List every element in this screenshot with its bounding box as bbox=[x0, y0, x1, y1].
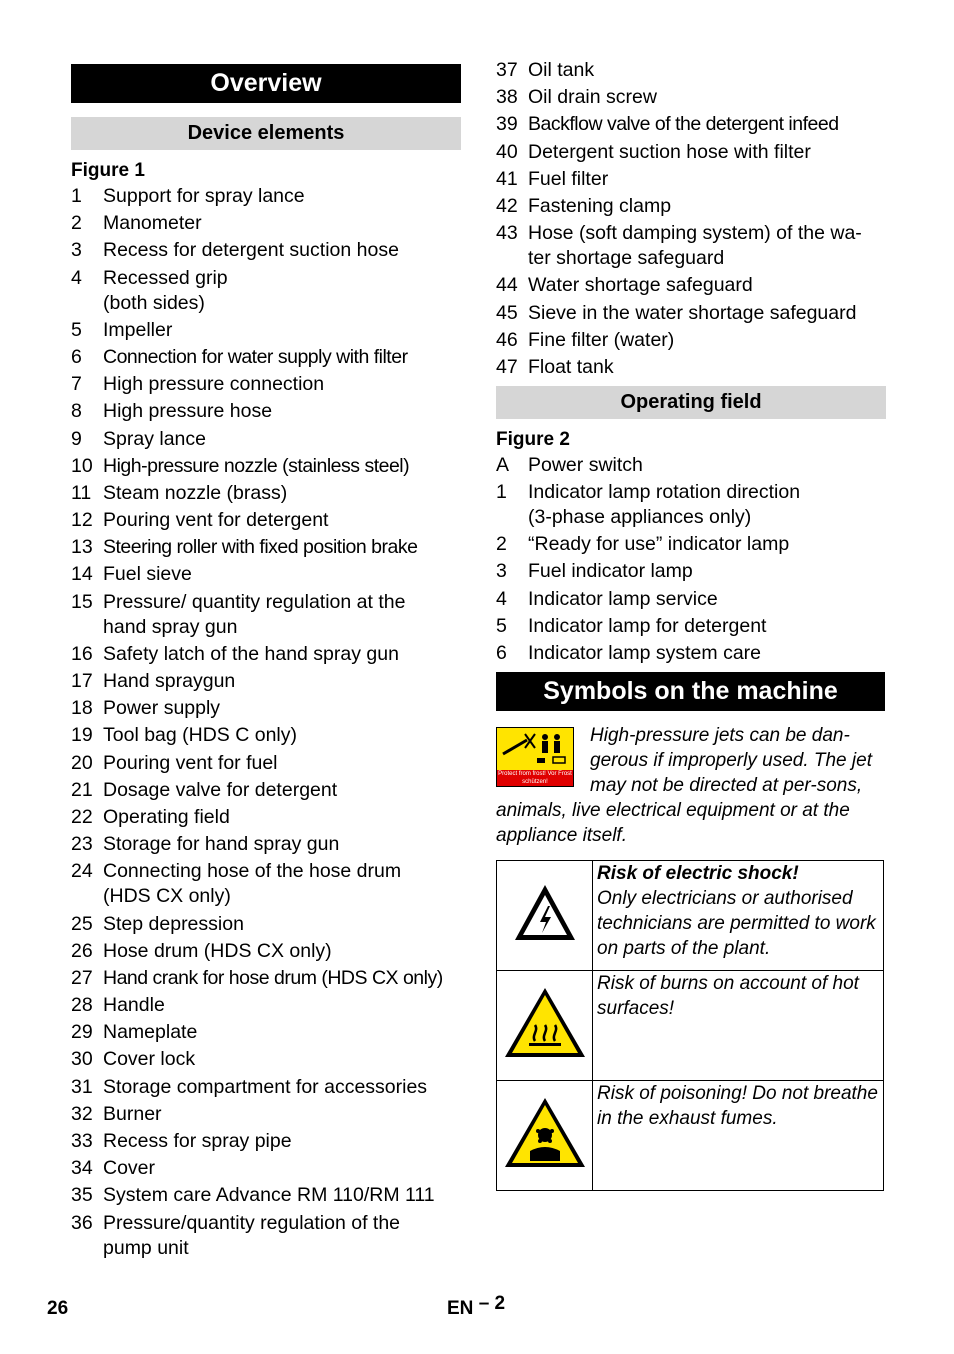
list-item bbox=[71, 1183, 461, 1208]
item-text: Pouring vent for detergent bbox=[103, 509, 329, 532]
list-item bbox=[496, 641, 886, 666]
item-number: 6 bbox=[496, 642, 507, 664]
item-text: Burner bbox=[103, 1102, 162, 1125]
language-page-label bbox=[447, 1293, 506, 1320]
item-number: 27 bbox=[71, 966, 93, 989]
item-text: Fine filter (water) bbox=[528, 328, 675, 351]
item-text: Nameplate bbox=[103, 1021, 198, 1044]
list-item bbox=[71, 590, 461, 640]
list-item bbox=[71, 345, 461, 370]
item-number: 26 bbox=[71, 939, 93, 962]
item-number: 47 bbox=[496, 355, 518, 378]
item-number: 12 bbox=[71, 509, 93, 532]
item-number: 24 bbox=[71, 860, 93, 883]
item-number: 29 bbox=[71, 1021, 93, 1044]
item-text: Storage compartment for accessories bbox=[103, 1075, 428, 1098]
item-text: Storage for hand spray gun bbox=[103, 833, 340, 856]
list-item bbox=[496, 301, 886, 326]
item-number: 21 bbox=[71, 778, 93, 801]
list-item bbox=[496, 355, 886, 380]
list-item bbox=[496, 614, 886, 639]
item-number: 37 bbox=[496, 59, 518, 81]
item-number: 14 bbox=[71, 563, 93, 586]
jet-warning-text: High-pressure jets can be dan-gerous if improperly used. The jet may not be directed at per-sons, animals, live electrical equipment or at the appliance itself. bbox=[496, 725, 872, 846]
item-text: Cover lock bbox=[103, 1048, 196, 1071]
list-item bbox=[71, 1102, 461, 1127]
list-item bbox=[71, 778, 461, 803]
list-item bbox=[71, 238, 461, 263]
list-item bbox=[71, 508, 461, 533]
item-number: 4 bbox=[496, 587, 507, 610]
item-text: Operating field bbox=[103, 805, 230, 828]
jet-warning bbox=[496, 723, 886, 848]
warning-text: Risk of burns on account of hot surfaces! bbox=[597, 973, 859, 1019]
item-text: Steam nozzle (brass) bbox=[103, 481, 288, 504]
figure-1-label: Figure 1 bbox=[71, 160, 145, 181]
item-text: Fuel sieve bbox=[103, 563, 192, 586]
list-item bbox=[71, 372, 461, 397]
item-text: Sieve in the water shortage safeguard bbox=[528, 301, 857, 324]
item-number: 11 bbox=[71, 481, 92, 504]
list-item bbox=[71, 912, 461, 937]
item-number: 3 bbox=[496, 560, 507, 583]
item-number: 45 bbox=[496, 301, 518, 324]
list-item bbox=[496, 273, 886, 298]
item-text: Tool bag (HDS C only) bbox=[103, 724, 297, 747]
list-item bbox=[496, 221, 886, 271]
item-text: High pressure hose bbox=[103, 400, 273, 423]
warning-text-cell bbox=[593, 971, 884, 1081]
list-item bbox=[71, 669, 461, 694]
item-number: 10 bbox=[71, 454, 93, 477]
list-item bbox=[71, 454, 461, 479]
item-text: Pressure/quantity regulation of the pump unit bbox=[103, 1211, 401, 1259]
item-text: Steering roller with fixed position brake bbox=[103, 536, 418, 559]
toxic-fumes-icon bbox=[502, 1095, 588, 1171]
item-number: A bbox=[496, 453, 510, 476]
item-number: 16 bbox=[71, 642, 93, 665]
list-item bbox=[71, 966, 461, 991]
item-number: 39 bbox=[496, 113, 518, 136]
item-text: High pressure connection bbox=[103, 373, 325, 396]
item-number: 42 bbox=[496, 194, 518, 217]
overview-heading: Overview bbox=[71, 64, 461, 103]
list-item bbox=[71, 939, 461, 964]
item-number: 6 bbox=[71, 345, 82, 368]
hot-surface-icon bbox=[502, 985, 588, 1061]
item-number: 32 bbox=[71, 1102, 93, 1125]
item-text: Water shortage safeguard bbox=[528, 274, 753, 297]
list-item bbox=[71, 562, 461, 587]
item-number: 41 bbox=[496, 167, 518, 190]
item-number: 20 bbox=[71, 751, 93, 774]
item-number: 18 bbox=[71, 697, 93, 720]
language-code: EN bbox=[447, 1298, 474, 1319]
item-text: Power supply bbox=[103, 697, 221, 720]
list-item bbox=[71, 832, 461, 857]
list-item bbox=[496, 140, 886, 165]
operating-field-heading: Operating field bbox=[496, 386, 886, 419]
list-item bbox=[71, 399, 461, 424]
item-number: 15 bbox=[71, 590, 93, 613]
item-number: 2 bbox=[71, 212, 82, 235]
item-number: 5 bbox=[71, 318, 82, 341]
item-text: Step depression bbox=[103, 912, 244, 935]
item-number: 23 bbox=[71, 833, 93, 856]
item-text: Float tank bbox=[528, 355, 614, 378]
operating-field-list bbox=[496, 453, 886, 666]
warning-symbols-table bbox=[496, 860, 884, 1191]
item-number: 40 bbox=[496, 140, 518, 163]
item-number: 1 bbox=[71, 185, 82, 207]
list-item bbox=[71, 1020, 461, 1045]
list-item bbox=[496, 328, 886, 353]
item-text: Connecting hose of the hose drum (HDS CX only) bbox=[103, 860, 402, 908]
list-item bbox=[496, 480, 886, 530]
item-text: Fuel indicator lamp bbox=[528, 560, 693, 583]
item-text: Backflow valve of the detergent infeed bbox=[528, 113, 839, 136]
warning-icon-cell bbox=[497, 971, 593, 1081]
item-number: 9 bbox=[71, 427, 82, 450]
item-text: Pouring vent for fuel bbox=[103, 751, 278, 774]
warning-text-cell bbox=[593, 1081, 884, 1191]
jet-pictogram bbox=[497, 728, 573, 770]
item-text: Manometer bbox=[103, 212, 202, 235]
item-text: Spray lance bbox=[103, 427, 206, 450]
item-text: System care Advance RM 110/RM 111 bbox=[103, 1184, 435, 1207]
warning-text: Risk of poisoning! Do not breathe in the exhaust fumes. bbox=[597, 1083, 878, 1129]
list-item bbox=[71, 1211, 461, 1261]
item-number: 5 bbox=[496, 614, 507, 637]
list-item bbox=[71, 723, 461, 748]
device-elements-list bbox=[71, 184, 461, 1261]
warning-row bbox=[497, 971, 884, 1081]
page-number: 26 bbox=[47, 1298, 69, 1319]
symbols-heading: Symbols on the machine bbox=[496, 672, 885, 711]
warning-text: Only electricians or authorised technicians are permitted to work on parts of the plant. bbox=[597, 888, 876, 959]
list-item bbox=[71, 751, 461, 776]
item-text: Fastening clamp bbox=[528, 194, 672, 217]
item-text: Handle bbox=[103, 994, 165, 1017]
item-text: Oil tank bbox=[528, 59, 595, 81]
item-number: 36 bbox=[71, 1211, 93, 1234]
item-text: Connection for water supply with filter bbox=[103, 345, 408, 368]
list-item bbox=[71, 1075, 461, 1100]
item-text: Support for spray lance bbox=[103, 185, 305, 207]
list-item bbox=[496, 112, 886, 137]
item-number: 4 bbox=[71, 266, 82, 289]
item-number: 34 bbox=[71, 1157, 93, 1180]
device-elements-heading: Device elements bbox=[71, 117, 461, 150]
item-number: 13 bbox=[71, 536, 93, 559]
warning-row bbox=[497, 1081, 884, 1191]
item-text: Hand spraygun bbox=[103, 670, 236, 692]
item-text: Indicator lamp service bbox=[528, 587, 718, 610]
item-text: Fuel filter bbox=[528, 167, 609, 190]
list-item bbox=[71, 211, 461, 236]
left-column bbox=[71, 64, 461, 1263]
list-item bbox=[496, 587, 886, 612]
list-item bbox=[71, 642, 461, 667]
electric-shock-icon bbox=[512, 882, 578, 944]
item-text: “Ready for use” indicator lamp bbox=[528, 533, 790, 556]
item-number: 38 bbox=[496, 86, 518, 109]
list-item bbox=[496, 85, 886, 110]
item-number: 44 bbox=[496, 274, 518, 297]
list-item bbox=[71, 1047, 461, 1072]
device-elements-list-continued bbox=[496, 58, 886, 380]
item-number: 30 bbox=[71, 1048, 93, 1071]
item-text: High-pressure nozzle (stainless steel) bbox=[103, 454, 410, 477]
list-item bbox=[71, 993, 461, 1018]
item-text: Recessed grip (both sides) bbox=[103, 266, 228, 314]
list-item bbox=[71, 427, 461, 452]
item-text: Hand crank for hose drum (HDS CX only) bbox=[103, 966, 443, 989]
list-item bbox=[71, 535, 461, 560]
item-number: 46 bbox=[496, 328, 518, 351]
item-text: Recess for detergent suction hose bbox=[103, 239, 399, 262]
item-text: Indicator lamp for detergent bbox=[528, 614, 767, 637]
item-number: 28 bbox=[71, 994, 93, 1017]
item-text: Cover bbox=[103, 1157, 156, 1180]
sub-page: – 2 bbox=[478, 1293, 506, 1314]
item-number: 2 bbox=[496, 533, 507, 556]
list-item bbox=[71, 184, 461, 209]
item-number: 35 bbox=[71, 1184, 93, 1207]
item-number: 43 bbox=[496, 222, 518, 245]
figure-2-label: Figure 2 bbox=[496, 428, 570, 450]
list-item bbox=[71, 318, 461, 343]
list-item bbox=[71, 805, 461, 830]
item-text: Hose drum (HDS CX only) bbox=[103, 939, 332, 962]
item-text: Impeller bbox=[103, 318, 173, 341]
item-text: Detergent suction hose with filter bbox=[528, 140, 811, 163]
item-number: 25 bbox=[71, 912, 93, 935]
item-number: 7 bbox=[71, 373, 82, 396]
list-item bbox=[71, 859, 461, 909]
warning-icon-cell bbox=[497, 1081, 593, 1191]
item-number: 22 bbox=[71, 805, 93, 828]
jet-sign-strip: Protect from frost! Vor Frost schützen! bbox=[498, 771, 572, 785]
item-text: Pressure/ quantity regulation at the hand spray gun bbox=[103, 590, 406, 638]
item-text: Dosage valve for detergent bbox=[103, 778, 338, 801]
list-item bbox=[71, 481, 461, 506]
list-item bbox=[496, 453, 886, 478]
item-number: 17 bbox=[71, 670, 93, 692]
list-item bbox=[71, 696, 461, 721]
list-item bbox=[496, 194, 886, 219]
item-text: Hose (soft damping system) of the wa- ter shortage safeguard bbox=[528, 222, 862, 270]
item-number: 19 bbox=[71, 724, 93, 747]
list-item bbox=[496, 532, 886, 557]
right-column bbox=[496, 58, 886, 1191]
list-item bbox=[71, 1156, 461, 1181]
item-text: Safety latch of the hand spray gun bbox=[103, 642, 399, 665]
list-item bbox=[496, 559, 886, 584]
item-number: 33 bbox=[71, 1130, 93, 1152]
item-text: Indicator lamp rotation direction (3-phase appliances only) bbox=[528, 481, 801, 529]
item-number: 31 bbox=[71, 1075, 93, 1098]
warning-title: Risk of electric shock! bbox=[597, 863, 799, 884]
warning-text-cell bbox=[593, 861, 884, 971]
list-item bbox=[71, 1129, 461, 1154]
item-number: 1 bbox=[496, 481, 507, 504]
item-text: Recess for spray pipe bbox=[103, 1130, 292, 1152]
list-item bbox=[71, 266, 461, 316]
item-number: 3 bbox=[71, 239, 82, 262]
warning-icon-cell bbox=[497, 861, 593, 971]
item-text: Oil drain screw bbox=[528, 86, 657, 109]
jet-warning-sign-icon bbox=[496, 727, 574, 787]
list-item bbox=[496, 58, 886, 83]
item-text: Power switch bbox=[528, 453, 643, 476]
item-text: Indicator lamp system care bbox=[528, 642, 762, 664]
item-number: 8 bbox=[71, 400, 82, 423]
list-item bbox=[496, 167, 886, 192]
warning-row bbox=[497, 861, 884, 971]
